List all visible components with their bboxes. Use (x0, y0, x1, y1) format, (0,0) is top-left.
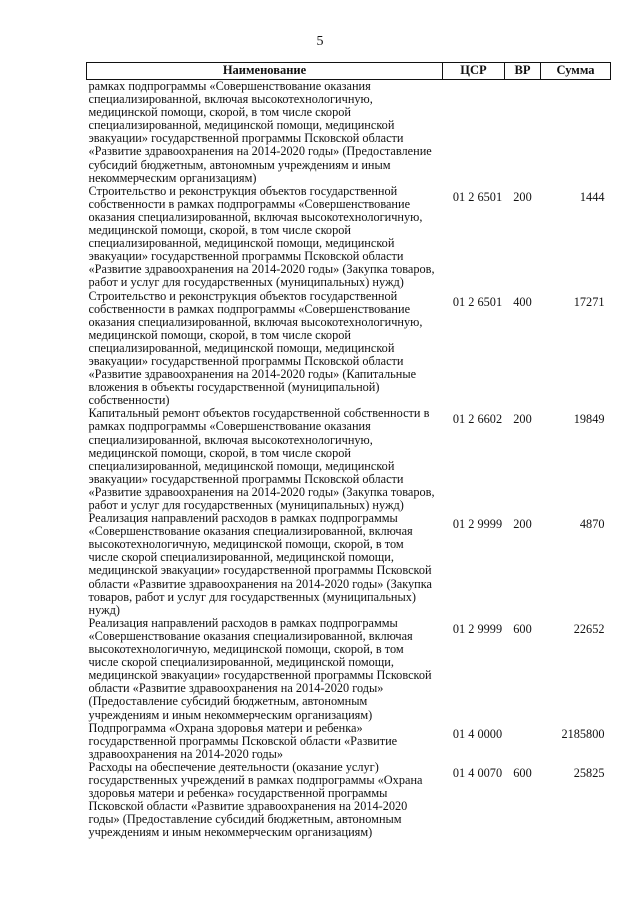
row-vr: 200 (513, 189, 532, 204)
row-vr: 600 (513, 765, 532, 780)
row-csr: 01 2 9999 (452, 621, 503, 636)
row-csr: 01 2 6501 (452, 294, 503, 309)
table-row (87, 512, 611, 617)
table-row (87, 407, 611, 512)
row-csr: 01 2 6602 (452, 412, 503, 427)
row-name: Строительство и реконструкция объектов государственной собственности в рамках подпрограммы «Совершенствование оказания специализированной, включая высокотехнологичную, медицинской помощи, скорой, в том числе скорой специализированной, медицинской помощи, медицинской эвакуации» государственной программы Псковской области «Развитие здравоохранения на 2014-2020 годы» (Закупка товаров, работ и услуг для государственных (муниципальных) нужд) (88, 183, 435, 290)
row-vr: 200 (513, 517, 532, 532)
row-name: Реализация направлений расходов в рамках подпрограммы «Совершенствование оказания специализированной, включая высокотехнологичную, медицинской помощи, скорой, в том числе скорой специализированной, медицинской помощи, медицинской эвакуации» государственной программы Псковской области «Развитие здравоохранения на 2014-2020 годы» (Предоставление субсидий бюджетным, автономным учреждениям и иным некоммерческим организациям) (88, 615, 432, 722)
row-csr: 01 4 0000 (452, 726, 503, 741)
header-vr: ВР (505, 63, 541, 80)
row-sum: 22652 (573, 621, 605, 636)
row-sum: 25825 (573, 765, 605, 780)
row-csr: 01 2 9999 (452, 517, 503, 532)
table-row (87, 290, 611, 408)
header-csr: ЦСР (443, 63, 505, 80)
continuation-text: рамках подпрограммы «Совершенствование оказания специализированной, включая высокотехнологичную, медицинской помощи, скорой, в том числе скорой специализированной, медицинской помощи, медицинской эвакуации» государственной программы Псковской области «Развитие здравоохранения на 2014-2020 годы» (Предоставление субсидий бюджетным, автономным учреждениям и иным некоммерческим организациям) (88, 79, 432, 185)
row-name: Расходы на обеспечение деятельности (оказание услуг) государственных учреждений в рамках подпрограммы «Охрана здоровья матери и ребенка» государственной программы Псковской области «Развитие здравоохранения на 2014-2020 годы» (Предоставление субсидий бюджетным, автономным учреждениям и иным некоммерческим организациям) (88, 759, 423, 840)
row-name: Подпрограмма «Охрана здоровья матери и ребенка» государственной программы Псковской области «Развитие здравоохранения на 2014-2020 годы» (88, 720, 398, 761)
header-sum: Сумма (541, 63, 611, 80)
row-csr: 01 2 6501 (452, 189, 503, 204)
row-name: Реализация направлений расходов в рамках подпрограммы «Совершенствование оказания специализированной, включая высокотехнологичную, медицинской помощи, скорой, в том числе скорой специализированной, медицинской помощи, медицинской эвакуации» государственной программы Псковской области «Развитие здравоохранения на 2014-2020 годы» (Закупка товаров, работ и услуг для государственных (муниципальных) нужд) (88, 511, 432, 617)
budget-table (86, 62, 611, 839)
page-number: 5 (316, 34, 324, 49)
row-vr: 200 (513, 412, 532, 427)
table-row (87, 722, 611, 761)
row-sum: 17271 (573, 294, 605, 309)
row-csr: 01 4 0070 (452, 765, 503, 780)
row-name: Капитальный ремонт объектов государственной собственности в рамках подпрограммы «Совершенствование оказания специализированной, включая высокотехнологичную, медицинской помощи, скорой, в том числе скорой специализированной, медицинской помощи, медицинской эвакуации» государственной программы Псковской области «Развитие здравоохранения на 2014-2020 годы» (Закупка товаров, работ и услуг для государственных (муниципальных) нужд) (88, 406, 435, 512)
row-sum: 19849 (573, 412, 605, 427)
table-row-continuation (87, 80, 611, 185)
table-row (87, 761, 611, 840)
row-vr (505, 722, 541, 761)
table-row (87, 185, 611, 290)
table-header-row (87, 63, 611, 80)
row-vr: 600 (513, 621, 532, 636)
row-name: Строительство и реконструкция объектов государственной собственности в рамках подпрограммы «Совершенствование оказания специализированной, включая высокотехнологичную, медицинской помощи, скорой, в том числе скорой специализированной, медицинской помощи, медицинской эвакуации» государственной программы Псковской области «Развитие здравоохранения на 2014-2020 годы» (Капитальные вложения в объекты государственной (муниципальной) собственности) (88, 288, 423, 408)
row-sum: 1444 (579, 189, 605, 204)
table-row (87, 617, 611, 722)
header-name: Наименование (87, 63, 443, 80)
row-sum: 2185800 (561, 726, 605, 741)
row-vr: 400 (513, 294, 532, 309)
row-sum: 4870 (579, 517, 605, 532)
